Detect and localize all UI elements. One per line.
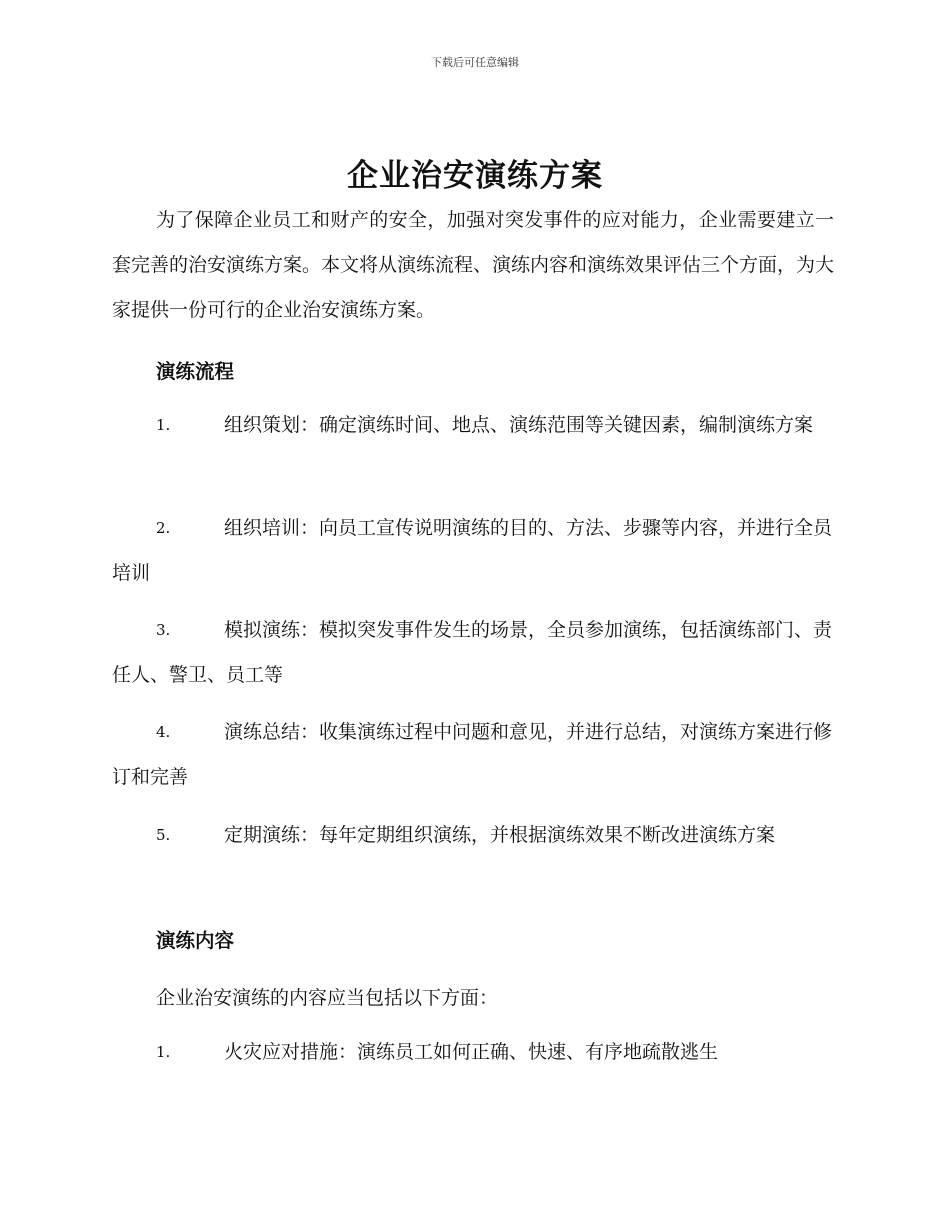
intro-paragraph: 为了保障企业员工和财产的安全，加强对突发事件的应对能力，企业需要建立一套完善的治安演练方案。本文将从演练流程、演练内容和演练效果评估三个方面，为大家提供一份可行的企业治安演练方案。 [112,209,835,321]
list-item-number: 1. [156,416,171,434]
list-item-number: 3. [156,621,171,639]
document-title: 企业治安演练方案 [347,158,603,194]
list-item-number: 4. [156,723,171,741]
list-item [112,403,834,448]
list-item [112,813,834,858]
section-heading-content: 演练内容 [156,929,235,952]
list-item [112,506,834,596]
list-item-number: 1. [156,1043,171,1061]
section-lead-text: 企业治安演练的内容应当包括以下方面： [156,987,499,1009]
list-item [112,1030,834,1075]
header-note: 下载后可任意编辑 [431,56,519,69]
list-item [112,608,834,698]
list-item-number: 5. [156,826,171,844]
list-item-text: 演练总结：收集演练过程中问题和意见，并进行总结，对演练方案进行修订和完善 [112,721,833,788]
list-item-number: 2. [156,519,171,537]
section-heading-process: 演练流程 [156,360,235,383]
list-item-text: 火灾应对措施：演练员工如何正确、快速、有序地疏散逃生 [224,1041,719,1063]
list-item-text: 模拟演练：模拟突发事件发生的场景，全员参加演练，包括演练部门、责任人、警卫、员工等 [112,619,833,686]
list-item [112,710,834,800]
list-item-text: 组织策划：确定演练时间、地点、演练范围等关键因素，编制演练方案 [224,414,814,436]
list-item-text: 组织培训：向员工宣传说明演练的目的、方法、步骤等内容，并进行全员培训 [112,517,833,584]
list-item-text: 定期演练：每年定期组织演练，并根据演练效果不断改进演练方案 [224,824,776,846]
